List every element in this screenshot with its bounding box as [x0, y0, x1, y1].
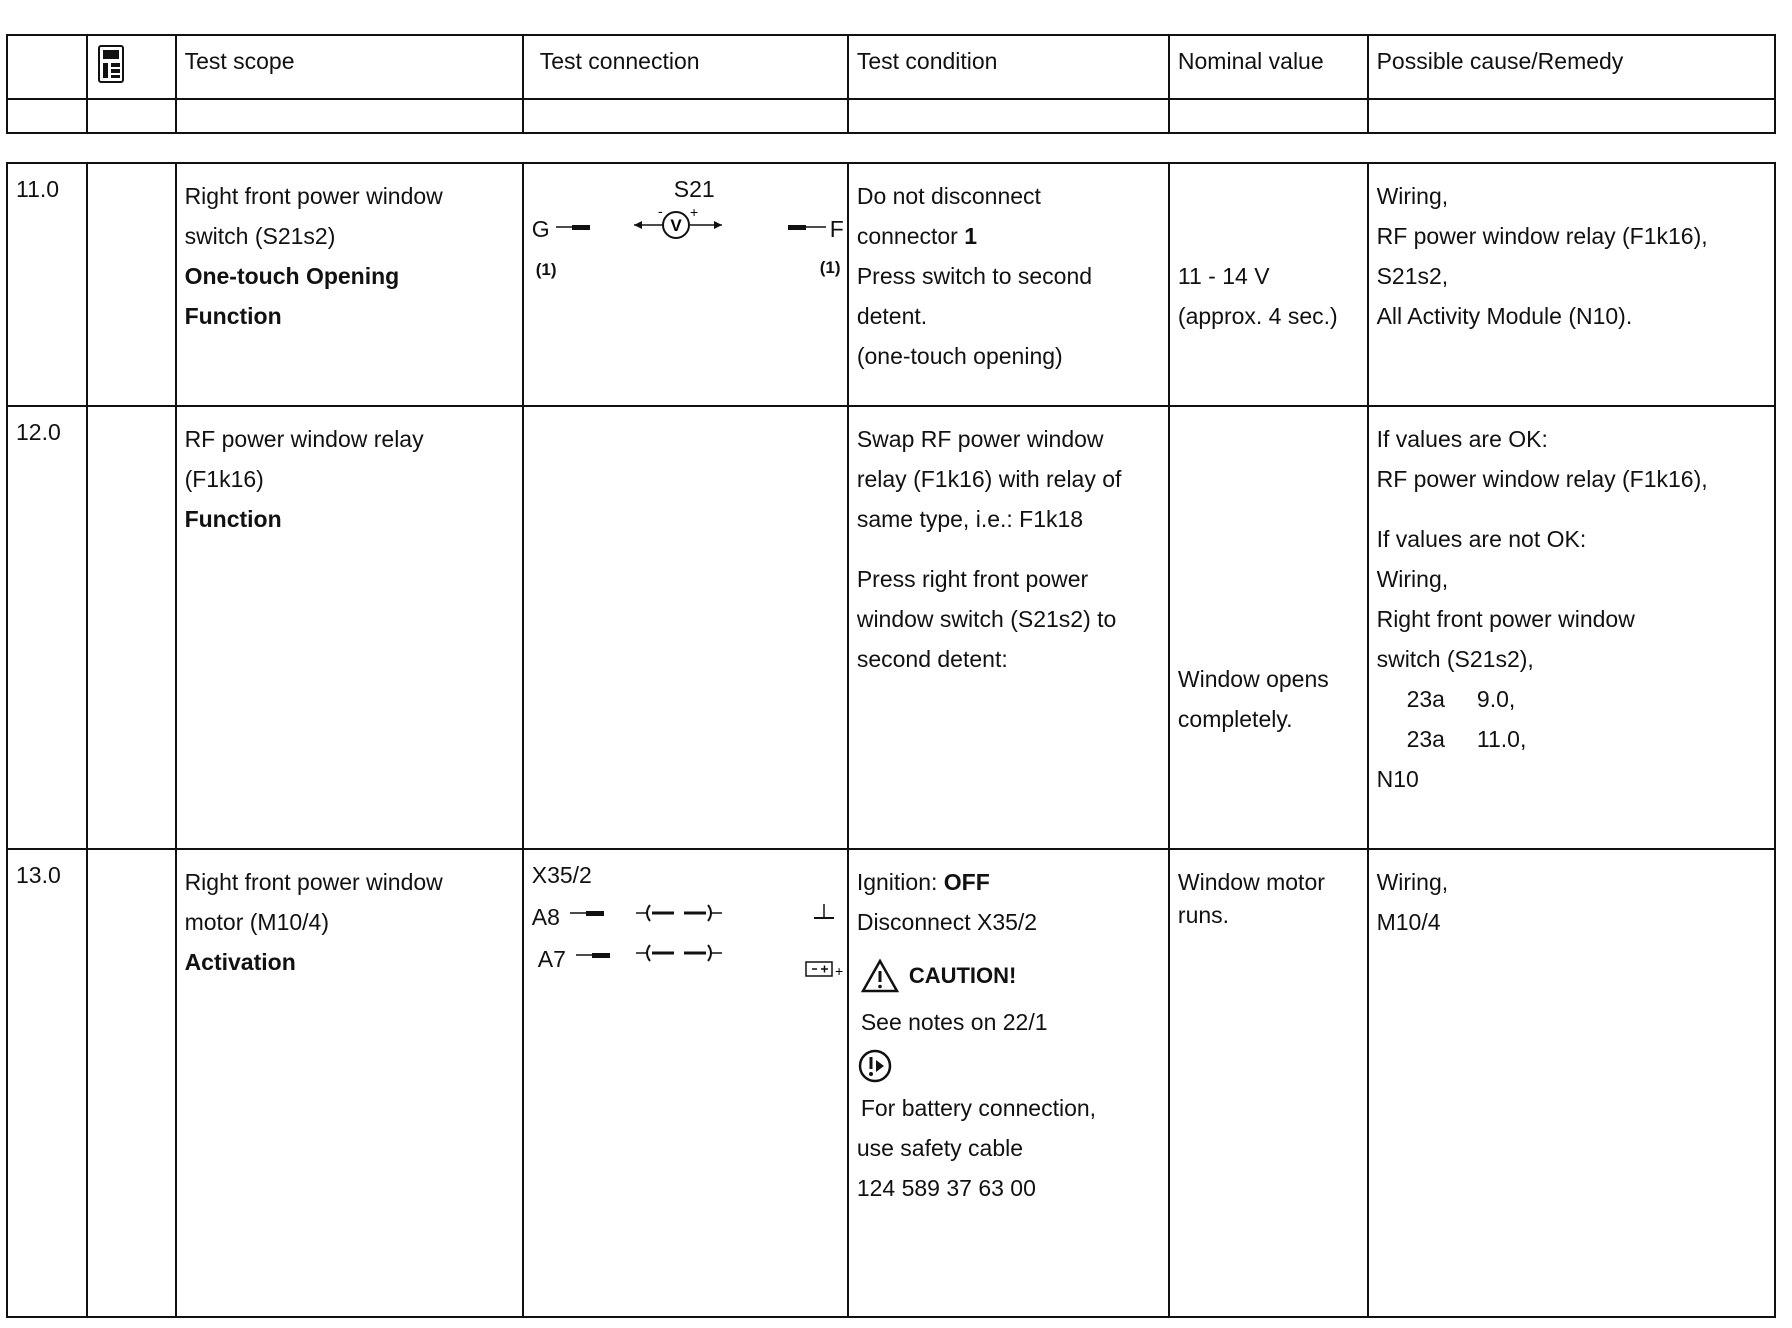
left-pin-label: (1)	[535, 260, 557, 279]
header-test-condition: Test condition	[848, 35, 1169, 99]
probe-lead-icon	[556, 220, 590, 234]
part-number: 124 589 37 63 00	[856, 1175, 1036, 1201]
scope-title: Function	[184, 506, 282, 532]
test-scope-cell	[176, 406, 523, 849]
spacer	[1377, 499, 1766, 519]
step-number: 11.0	[7, 163, 87, 406]
nominal-value-cell	[1169, 163, 1368, 406]
nominal-line: (approx. 4 sec.)	[1177, 303, 1338, 329]
scope-line: switch (S21s2)	[184, 223, 336, 249]
nominal-line: completely.	[1177, 706, 1293, 732]
header-possible-cause: Possible cause/Remedy	[1368, 35, 1775, 99]
nominal-line: 11 - 14 V	[1177, 263, 1270, 289]
test-scope-cell	[176, 163, 523, 406]
blank-cell	[523, 99, 848, 133]
condition-line: For battery connection,	[860, 1095, 1097, 1121]
condition-line: use safety cable	[856, 1135, 1024, 1161]
blank-cell	[87, 99, 175, 133]
cause-line: All Activity Module (N10).	[1376, 303, 1633, 329]
possible-cause-cell	[1368, 849, 1775, 1317]
scope-line: motor (M10/4)	[184, 909, 329, 935]
probe-lead-icon	[570, 906, 604, 920]
header-test-connection: Test connection	[523, 35, 848, 99]
cause-reference: 23a 11.0,	[1406, 726, 1527, 752]
jumper-cable-icon	[636, 942, 722, 964]
header-num-cell	[7, 35, 87, 99]
ground-icon	[812, 904, 836, 924]
condition-line	[857, 216, 1160, 256]
possible-cause-cell	[1368, 406, 1775, 849]
cause-line: RF power window relay (F1k16),	[1376, 466, 1708, 492]
condition-line: Press switch to second	[856, 263, 1093, 289]
jumper-cable-icon	[636, 902, 722, 924]
cause-line: S21s2,	[1376, 263, 1449, 289]
condition-line: Do not disconnect	[856, 183, 1041, 209]
condition-text: Ignition:	[856, 869, 944, 895]
condition-line: See notes on 22/1	[860, 1009, 1048, 1035]
tester-column-cell	[87, 163, 175, 406]
scope-title: Function	[184, 303, 282, 329]
nominal-line: Window opens	[1177, 666, 1329, 692]
test-condition-cell	[848, 163, 1169, 406]
notes-icon	[857, 1048, 893, 1084]
scope-line: Right front power window	[184, 183, 443, 209]
nominal-line: runs.	[1177, 902, 1230, 928]
connector-label: X35/2	[531, 862, 592, 888]
svg-text:+: +	[834, 963, 843, 979]
blank-cell	[1169, 99, 1368, 133]
svg-text:+: +	[689, 208, 698, 220]
cause-line: switch (S21s2),	[1376, 646, 1534, 672]
test-condition-cell	[848, 849, 1169, 1317]
battery-icon	[804, 958, 844, 980]
tester-column-cell	[87, 849, 175, 1317]
connector-number: 1	[964, 223, 978, 249]
condition-line: same type, i.e.: F1k18	[856, 506, 1084, 532]
tester-icon	[96, 44, 126, 84]
warning-icon	[861, 959, 899, 993]
test-scope-cell	[176, 849, 523, 1317]
scope-title: One-touch Opening	[184, 263, 400, 289]
test-table	[6, 162, 1776, 1318]
ignition-state: OFF	[943, 869, 990, 895]
cause-line: N10	[1376, 766, 1419, 792]
caution-notice	[861, 956, 1160, 996]
probe-lead-icon	[788, 220, 826, 234]
cause-line: RF power window relay (F1k16),	[1376, 223, 1708, 249]
test-connection-cell	[523, 406, 848, 849]
pin-label-a7: A7	[537, 946, 566, 972]
condition-line: second detent:	[856, 646, 1008, 672]
notes-icon-line	[857, 1042, 1160, 1088]
cause-line: Wiring,	[1376, 566, 1449, 592]
test-connection-cell	[523, 849, 848, 1317]
step-number: 13.0	[7, 849, 87, 1317]
cause-line: Wiring,	[1376, 869, 1449, 895]
right-pin-label: (1)	[819, 258, 841, 277]
caution-label: CAUTION!	[908, 963, 1017, 988]
nominal-value-cell	[1169, 849, 1368, 1317]
condition-line	[857, 862, 1160, 902]
tester-column-cell	[87, 406, 175, 849]
cause-line: Wiring,	[1376, 183, 1449, 209]
blank-cell	[176, 99, 523, 133]
scope-line: (F1k16)	[184, 466, 264, 492]
svg-text:-: -	[657, 208, 663, 219]
test-connection-cell	[523, 163, 848, 406]
cause-line: M10/4	[1376, 909, 1441, 935]
cause-line: If values are not OK:	[1376, 526, 1587, 552]
svg-text:V: V	[670, 216, 682, 235]
left-terminal-label: G	[531, 216, 550, 242]
nominal-line: Window motor	[1177, 869, 1325, 895]
device-label: S21	[673, 176, 715, 202]
header-table	[6, 34, 1776, 134]
header-tester-cell	[87, 35, 175, 99]
condition-line: relay (F1k16) with relay of	[856, 466, 1122, 492]
condition-line: Press right front power	[856, 566, 1089, 592]
right-terminal-label: F	[829, 216, 844, 242]
nominal-value-cell	[1169, 406, 1368, 849]
condition-text: connector	[856, 223, 965, 249]
header-test-scope: Test scope	[176, 35, 523, 99]
scope-line: Right front power window	[184, 869, 443, 895]
table-row	[7, 406, 1775, 849]
blank-cell	[1368, 99, 1775, 133]
scope-line: RF power window relay	[184, 426, 424, 452]
blank-cell	[7, 99, 87, 133]
header-blank-row	[7, 99, 1775, 133]
scope-title: Activation	[184, 949, 296, 975]
possible-cause-cell	[1368, 163, 1775, 406]
voltmeter-icon	[634, 208, 724, 242]
blank-cell	[848, 99, 1169, 133]
probe-lead-icon	[576, 948, 610, 962]
table-row	[7, 163, 1775, 406]
condition-line: Swap RF power window	[856, 426, 1104, 452]
test-condition-cell	[848, 406, 1169, 849]
cause-line: Right front power window	[1376, 606, 1635, 632]
pin-label-a8: A8	[531, 904, 560, 930]
condition-line: window switch (S21s2) to	[856, 606, 1117, 632]
step-number: 12.0	[7, 406, 87, 849]
condition-line: (one-touch opening)	[856, 343, 1063, 369]
cause-line: If values are OK:	[1376, 426, 1548, 452]
condition-line: Disconnect X35/2	[856, 909, 1038, 935]
cause-reference: 23a 9.0,	[1406, 686, 1516, 712]
table-row	[7, 849, 1775, 1317]
header-row	[7, 35, 1775, 99]
spacer	[857, 539, 1160, 559]
condition-line: detent.	[856, 303, 928, 329]
header-nominal-value: Nominal value	[1169, 35, 1368, 99]
